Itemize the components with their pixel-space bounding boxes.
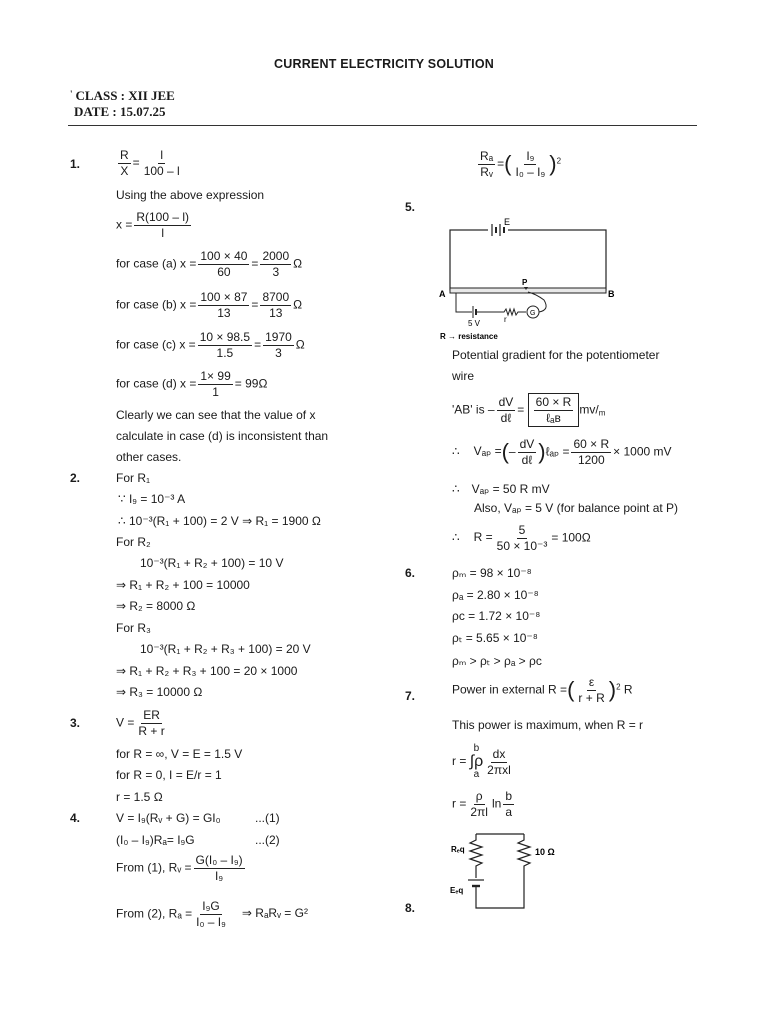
class-line: ' CLASS : XII JEE	[70, 88, 175, 103]
q1-using-text: Using the above expression	[116, 188, 265, 202]
q3-line-2: for R = 0, I = E/r = 1	[116, 768, 222, 782]
label-p: P	[522, 278, 528, 287]
q2-for-r3: For R₃	[116, 621, 151, 635]
q7-r-integral: r = b ∫ρ a dx 2πxl	[452, 743, 511, 780]
q5-ratio-equation: $\frac{\text{Rₐ}}{\text{Rᵥ}}$ =( $\frac{\text{I₉}}{\text{I₀ – I₉}}$ )$^2$	[480, 149, 562, 179]
q2-line-4: ⇒ R₁ + R₂ + 100 = 10000	[116, 578, 250, 592]
label-req: Rₑq	[451, 845, 465, 854]
q5-vap-result: ∴ Vₐₚ = 50 R mV	[452, 482, 550, 496]
label-r: r	[504, 315, 507, 324]
q5-vap-expression: ∴ Vₐₚ =(– dV dℓ )ℓₐₚ = $\frac{60 \times R}{1200}$ × 1000 mV	[452, 437, 672, 467]
q5-gradient-expression: 'AB' is – dV dℓ = 60 × R ℓₐʙ $mv/_m$	[452, 393, 605, 427]
q1-case-b: for case (b) x = $\frac{100 \times 87}{13}$ = $\frac{8700}{13}$ Ω	[116, 290, 303, 320]
q3-line-3: r = 1.5 Ω	[116, 790, 163, 804]
header-divider	[68, 125, 697, 126]
q2-line-5: ⇒ R₂ = 8000 Ω	[116, 599, 196, 613]
q4-line-2: (I₀ – I₉)Rₐ= I₉G	[116, 833, 195, 847]
q1-case-c: for case (c) x = $\frac{10 \times 98.5}{1.5}$ = $\frac{1970}{3}$ Ω	[116, 330, 305, 360]
q8-number: 8.	[405, 901, 416, 915]
q7-maximum-text: This power is maximum, when R = r	[452, 718, 644, 732]
q4-number: 4.	[70, 811, 81, 825]
q6-line-3: ρc = 1.72 × 10⁻⁸	[452, 609, 541, 623]
q2-line-6: 10⁻³(R₁ + R₂ + R₃ + 100) = 20 V	[140, 642, 311, 656]
q4-line-1: V = I₉(Rᵥ + G) = GI₀	[116, 811, 221, 825]
q4-tag-1: ...(1)	[255, 811, 280, 825]
q4-tag-2: ...(2)	[255, 833, 280, 847]
date-line: DATE : 15.07.25	[74, 104, 166, 119]
q7-number: 7.	[405, 689, 416, 703]
q2-for-r2: For R₂	[116, 535, 151, 549]
label-e: E	[504, 217, 511, 227]
q5-gradient-text-2: wire	[452, 369, 475, 383]
q7-power-expression: Power in external R =( $\frac{\varepsilon}{r + R}$ )$^2$ R	[452, 675, 633, 705]
q2-line-3: 10⁻³(R₁ + R₂ + 100) = 10 V	[140, 556, 284, 570]
q2-line-8: ⇒ R₃ = 10000 Ω	[116, 685, 203, 699]
q1-conclusion-3: other cases.	[116, 450, 182, 464]
q2-number: 2.	[70, 471, 81, 485]
q6-line-1: ρₘ = 98 × 10⁻⁸	[452, 566, 532, 580]
q2-line-1: ∵ I₉ = 10⁻³ A	[118, 492, 186, 506]
q5-r-result: ∴ R = $\frac{5}{\text{50 × 10⁻³}}$ = 100Ω	[452, 523, 591, 553]
q6-line-4: ρₜ = 5.65 × 10⁻⁸	[452, 631, 538, 645]
svg-text:G: G	[530, 310, 536, 317]
q1-case-d: for case (d) x = $\frac{1\times 99}{1}$ = 99Ω	[116, 369, 268, 399]
q6-line-5: ρₘ > ρₜ > ρₐ > ρc	[452, 654, 542, 668]
internal-resistor	[476, 309, 526, 315]
equivalent-circuit-diagram	[448, 830, 578, 912]
q2-line-2: ∴ 10⁻³(R₁ + 100) = 2 V ⇒ R₁ = 1900 Ω	[118, 514, 321, 528]
page-title: CURRENT ELECTRICITY SOLUTION	[274, 57, 494, 71]
q6-line-2: ρₐ = 2.80 × 10⁻⁸	[452, 588, 539, 602]
q4-from-1: From (1), Rᵥ = $\frac{\text{G(I₀ – I₉)}}{\text{I₉}}$	[116, 853, 243, 883]
q3-number: 3.	[70, 716, 81, 730]
q5-number: 5.	[405, 200, 416, 214]
label-5v: 5 V	[468, 319, 481, 328]
label-eeq: Eₑq	[450, 886, 464, 895]
q1-conclusion-1: Clearly we can see that the value of x	[116, 408, 316, 422]
label-resistance-note: R → resistance	[440, 332, 498, 341]
label-a: A	[439, 289, 446, 299]
q3-voltage-equation: V = $\frac{ER}{R + r}$	[116, 708, 165, 738]
q3-line-1: for R = ∞, V = E = 1.5 V	[116, 747, 243, 761]
potentiometer-circuit-diagram	[438, 214, 618, 346]
q2-for-r1: For R₁	[116, 471, 151, 485]
q1-x-expression: x = $\frac{R(100 - l)}{l}$	[116, 210, 190, 240]
q4-from-2: From (2), Rₐ = $\frac{\text{I₉G}}{\text{I₀ – I₉}}$ ⇒ RₐRᵥ = G²	[116, 899, 308, 929]
q1-ratio-equation: $\frac{R}{X}$ = $\frac{l}{100 - l}$	[120, 148, 180, 178]
q2-line-7: ⇒ R₁ + R₂ + R₃ + 100 = 20 × 1000	[116, 664, 298, 678]
label-b: B	[608, 289, 615, 299]
ten-ohm-resistor	[476, 834, 530, 908]
q1-conclusion-2: calculate in case (d) is inconsistent than	[116, 429, 329, 443]
q5-also-text: Also, Vₐₚ = 5 V (for balance point at P)	[474, 501, 679, 515]
q1-number: 1.	[70, 157, 81, 171]
label-10-ohm: 10 Ω	[535, 847, 555, 857]
q7-r-log: r = $\frac{\rho}{2\pi l}$ ln $\frac{b}{a}$	[452, 789, 512, 819]
req-resistor	[470, 834, 482, 878]
q5-gradient-text-1: Potential gradient for the potentiometer	[452, 348, 660, 362]
q6-number: 6.	[405, 566, 416, 580]
q1-case-a: for case (a) x = $\frac{100 \times 40}{60}$ = $\frac{2000}{3}$ Ω	[116, 249, 303, 279]
